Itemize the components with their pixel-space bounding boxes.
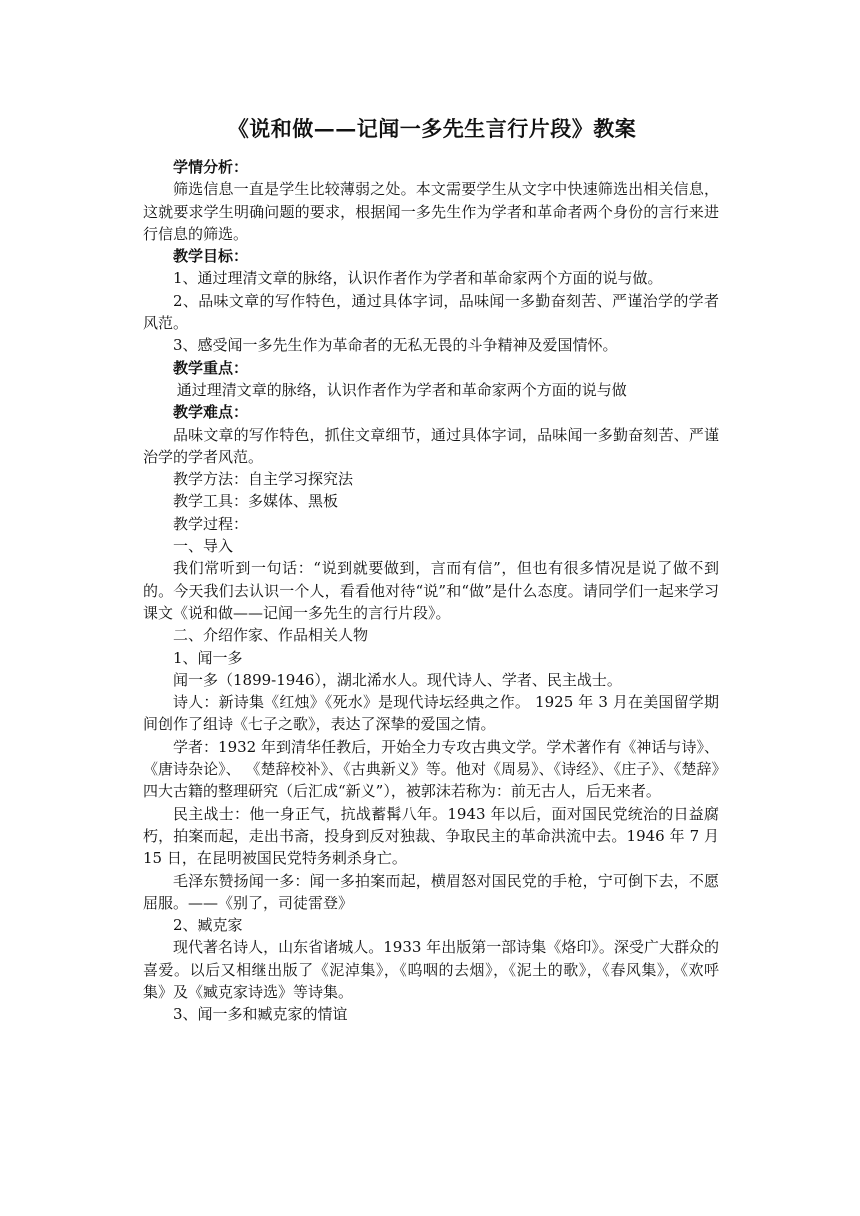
heading-qingyi: 3、闻一多和臧克家的情谊 bbox=[173, 1005, 348, 1024]
goal-item-1: 1、通过理清文章的脉络，认识作者作为学者和革命家两个方面的说与做。 bbox=[173, 269, 663, 288]
section-heading-mubiao: 教学目标： bbox=[173, 247, 249, 266]
teaching-process-label: 教学过程： bbox=[173, 514, 249, 533]
paragraph-wen-1: 闻一多（1899-1946），湖北浠水人。现代诗人、学者、民主战士。 bbox=[173, 670, 622, 689]
paragraph-wen-4: 民主战士：他一身正气，抗战蓄髯八年。1943 年以后，面对国民党统治的日益腐朽，拍案而起，走出书斋，投身到反对独裁、争取民主的革命洪流中去。1946 年 7 月 15 日，在昆明被国民党特务刺杀身亡。 bbox=[143, 804, 719, 868]
paragraph-wen-3: 学者：1932 年到清华任教后，开始全力专攻古典文学。学术著作有《神话与诗》、《唐诗杂论》、 《楚辞校补》、《古典新义》等。他对《周易》、《诗经》、《庄子》、《楚辞》四大古籍的整理研究（后汇成“新义”），被郭沫若称为：前无古人，后无来者。 bbox=[143, 737, 719, 801]
paragraph-daoru: 我们常听到一句话：“说到就要做到，言而有信”，但也有很多情况是说了做不到的。今天我们去认识一个人，看看他对待“说”和“做”是什么态度。请同学们一起来学习课文《说和做——记闻一多先生的言行片段》。 bbox=[143, 559, 719, 622]
goal-item-3: 3、感受闻一多先生作为革命者的无私无畏的斗争精神及爱国情怀。 bbox=[173, 336, 618, 355]
paragraph-nandian: 品味文章的写作特色，抓住文章细节，通过具体字词，品味闻一多勤奋刻苦、严谨治学的学者风范。 bbox=[143, 425, 719, 466]
heading-wen-yiduo: 1、闻一多 bbox=[173, 648, 243, 667]
teaching-tools: 教学工具：多媒体、黑板 bbox=[173, 492, 339, 511]
paragraph-zhongdian: 通过理清文章的脉络，认识作者作为学者和革命家两个方面的说与做 bbox=[176, 380, 627, 399]
section-heading-nandian: 教学难点： bbox=[173, 403, 249, 422]
paragraph-xueqing: 筛选信息一直是学生比较薄弱之处。本文需要学生从文字中快速筛选出相关信息，这就要求学生明确问题的要求，根据闻一多先生作为学者和革命者两个身份的言行来进行信息的筛选。 bbox=[143, 180, 719, 243]
section-heading-zhongdian: 教学重点： bbox=[173, 358, 249, 377]
paragraph-zang: 现代著名诗人，山东省诸城人。1933 年出版第一部诗集《烙印》。深受广大群众的喜爱。以后又相继出版了《泥淖集》，《呜咽的去烟》，《泥土的歌》，《春风集》，《欢呼集》及《臧克家诗选》等诗集。 bbox=[143, 938, 719, 1001]
paragraph-wen-5: 毛泽东赞扬闻一多：闻一多拍案而起，横眉怒对国民党的手枪，宁可倒下去，不愿屈服。——《别了，司徒雷登》 bbox=[143, 871, 719, 912]
section-heading-xueqing: 学情分析： bbox=[173, 158, 249, 176]
teaching-method: 教学方法：自主学习探究法 bbox=[173, 470, 354, 489]
heading-daoru: 一、导入 bbox=[173, 537, 234, 556]
goal-item-2: 2、品味文章的写作特色，通过具体字词，品味闻一多勤奋刻苦、严谨治学的学者风范。 bbox=[143, 291, 719, 333]
paragraph-wen-2: 诗人：新诗集《红烛》《死水》是现代诗坛经典之作。 1925 年 3 月在美国留学期间创作了组诗《七子之歌》，表达了深挚的爱国之情。 bbox=[143, 693, 719, 734]
document-page bbox=[143, 114, 719, 1026]
heading-zang-kejia: 2、臧克家 bbox=[173, 916, 243, 935]
document-title: 《说和做——记闻一多先生言行片段》教案 bbox=[227, 116, 637, 141]
heading-jieshao: 二、介绍作家、作品相关人物 bbox=[173, 626, 369, 645]
